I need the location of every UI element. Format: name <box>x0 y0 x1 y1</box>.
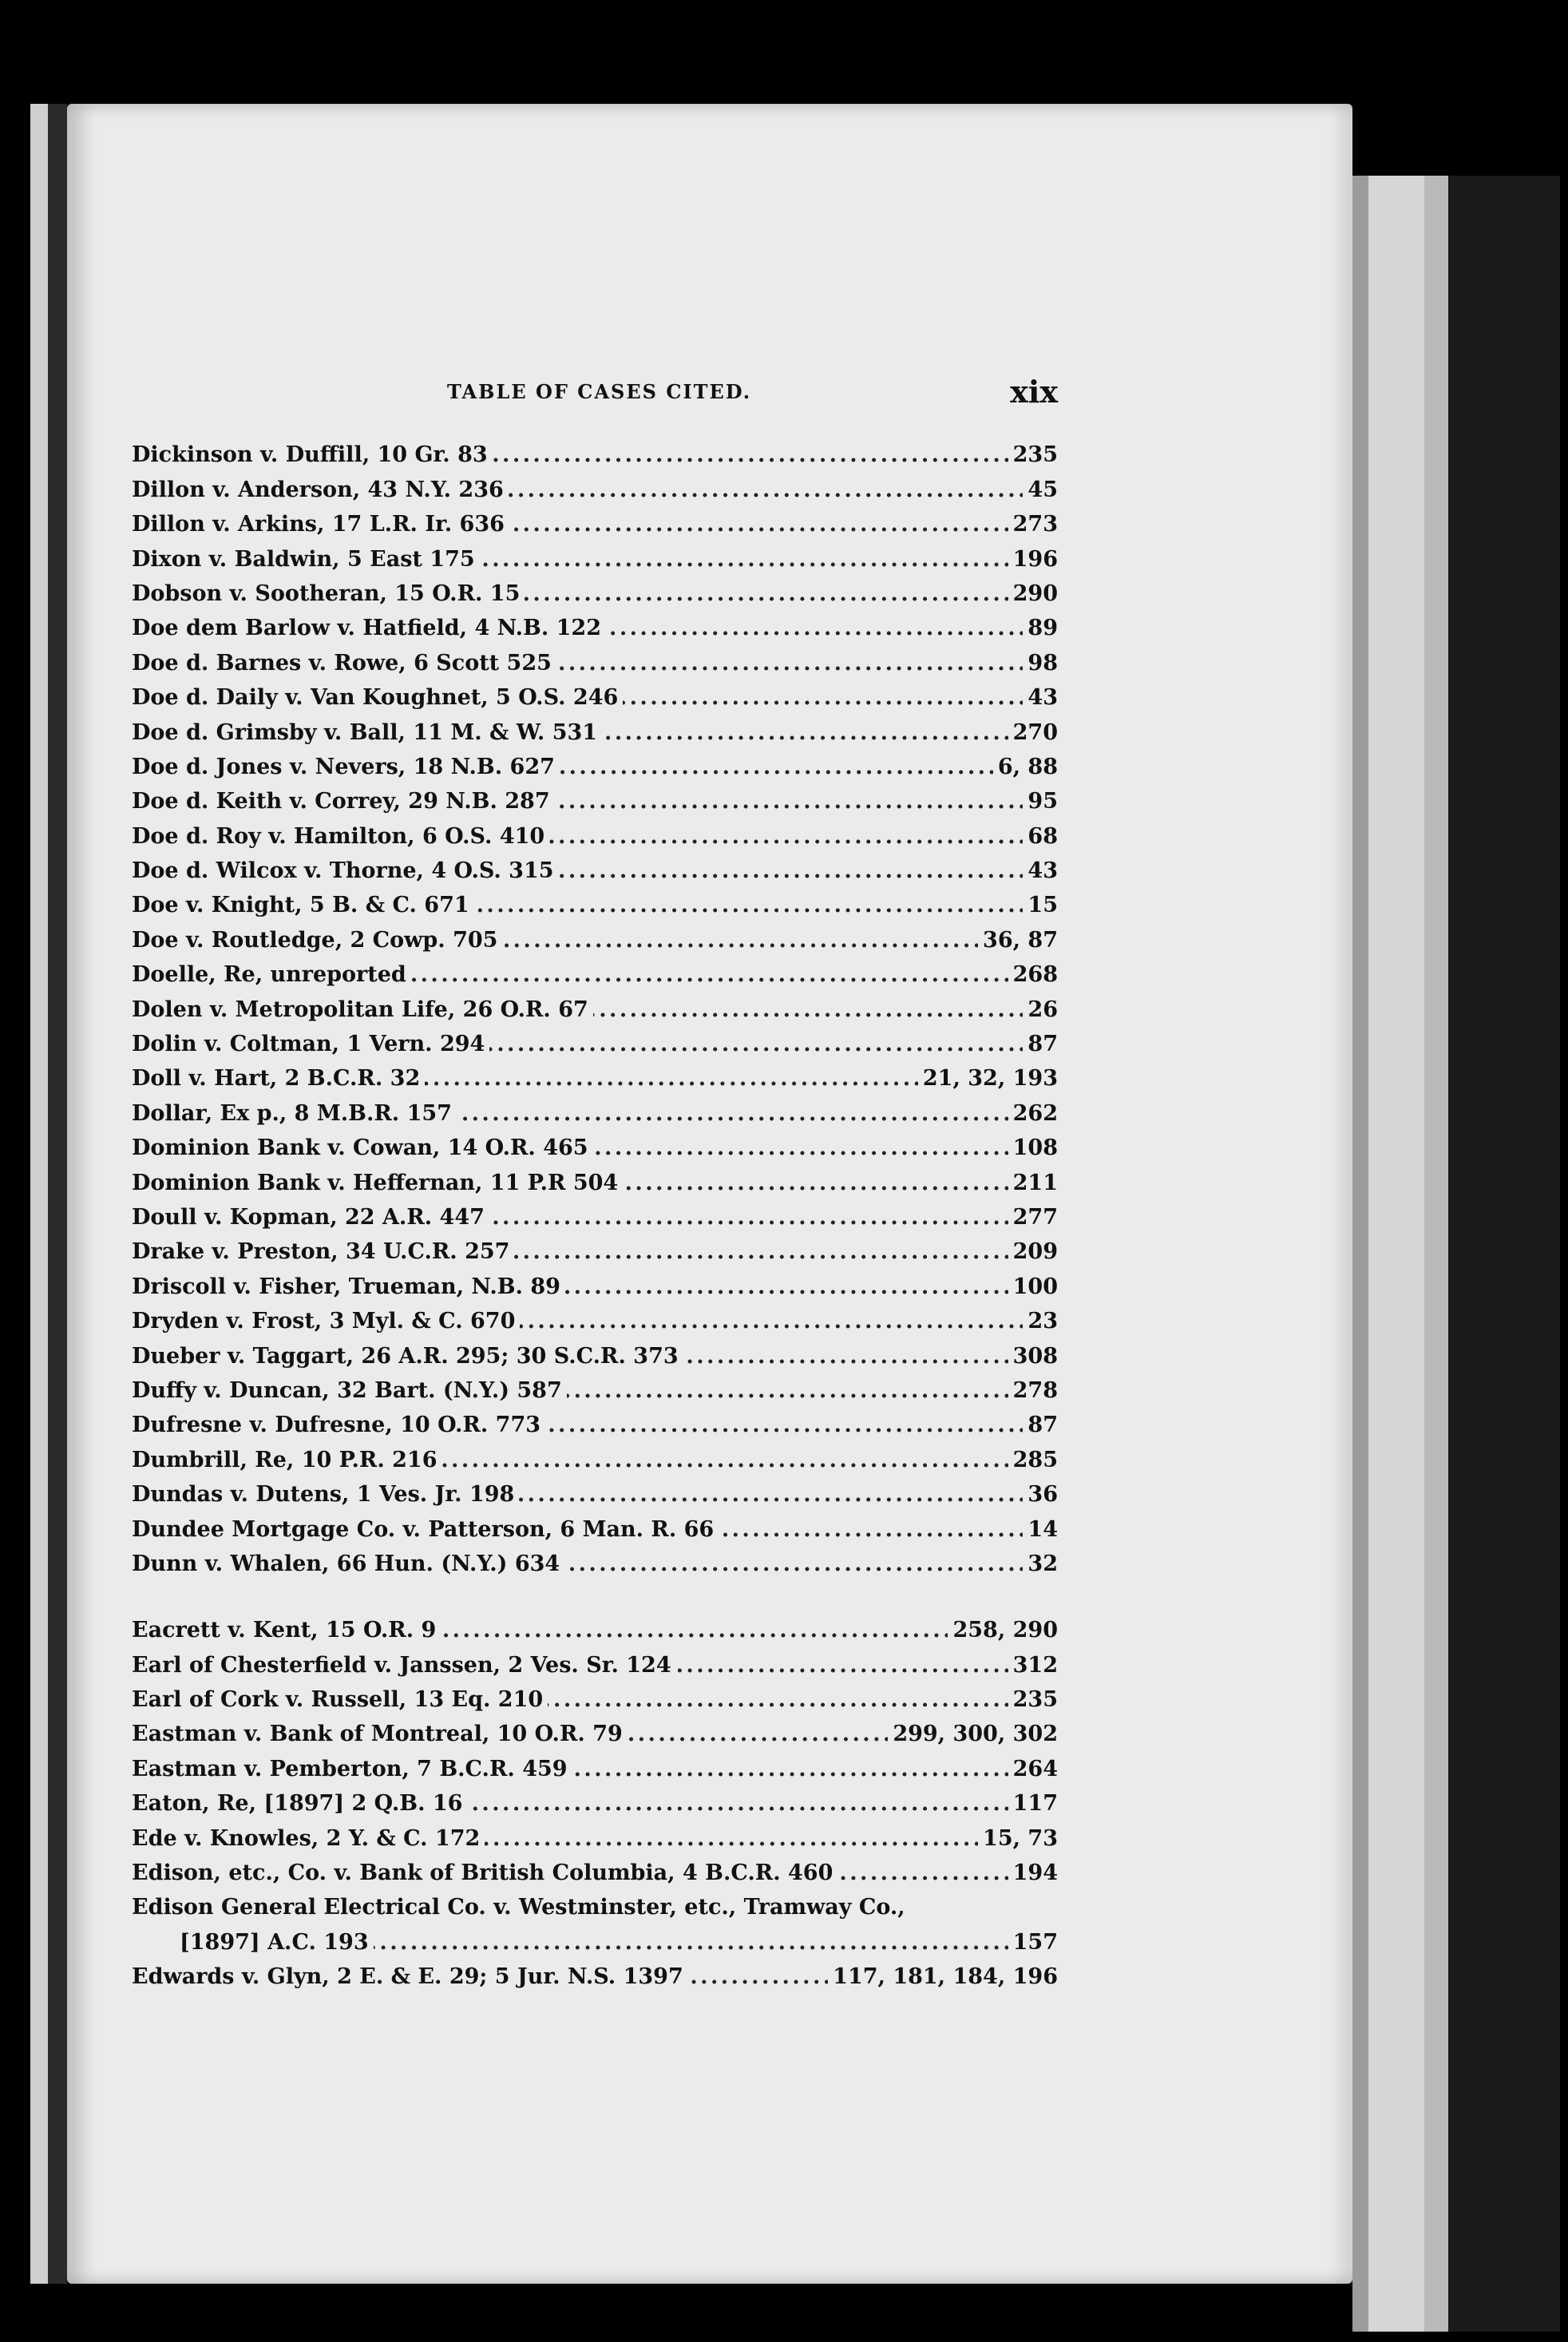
page-references: 43 <box>1028 858 1058 884</box>
page-references: 15, 73 <box>983 1825 1058 1851</box>
page-references: 14 <box>1028 1516 1058 1542</box>
case-citation: Dobson v. Sootheran, 15 O.R. 15 <box>132 581 521 606</box>
case-citation: Doe d. Wilcox v. Thorne, 4 O.S. 315 <box>132 858 554 884</box>
page-references: 87 <box>1028 1413 1058 1438</box>
case-entry <box>132 1751 1058 1785</box>
case-citation: Driscoll v. Fisher, Trueman, N.B. 89 <box>132 1274 560 1299</box>
case-citation: Doll v. Hart, 2 B.C.R. 32 <box>132 1066 421 1092</box>
case-entry <box>132 957 1058 992</box>
leader-dots <box>559 854 1024 888</box>
case-entry <box>132 1442 1058 1476</box>
case-citation: Dominion Bank v. Cowan, 14 O.R. 465 <box>132 1135 588 1161</box>
case-citation: Dundas v. Dutens, 1 Ves. Jr. 198 <box>132 1482 515 1508</box>
case-entry <box>132 784 1058 818</box>
page-references: 209 <box>1012 1239 1058 1265</box>
page-references: 278 <box>1012 1377 1058 1403</box>
case-entry <box>132 1717 1058 1751</box>
case-entry <box>132 1165 1058 1199</box>
leader-dots <box>480 542 1008 577</box>
case-list <box>132 438 1058 1994</box>
book-spine <box>0 104 67 2284</box>
case-entry <box>132 750 1058 784</box>
case-citation: Eaton, Re, [1897] 2 Q.B. 16 <box>132 1791 463 1817</box>
case-citation: Doe d. Jones v. Nevers, 18 N.B. 627 <box>132 754 555 779</box>
case-entry <box>132 1304 1058 1338</box>
case-section <box>132 438 1058 1581</box>
case-entry <box>132 1647 1058 1682</box>
case-citation: Doe d. Roy v. Hamilton, 6 O.S. 410 <box>132 823 545 849</box>
case-citation: Dillon v. Anderson, 43 N.Y. 236 <box>132 477 504 502</box>
case-entry <box>132 854 1058 888</box>
case-citation: Doe dem Barlow v. Hatfield, 4 N.B. 122 <box>132 616 601 641</box>
page-references: 285 <box>1012 1447 1058 1472</box>
case-citation: Dollar, Ex p., 8 M.B.R. 157 <box>132 1100 452 1126</box>
leader-dots <box>545 1408 1023 1442</box>
leader-dots <box>411 957 1008 992</box>
leader-dots <box>509 473 1024 507</box>
case-citation: Doelle, Re, unreported <box>132 962 406 988</box>
case-entry <box>132 1477 1058 1512</box>
case-citation: Dufresne v. Dufresne, 10 O.R. 773 <box>132 1413 541 1438</box>
case-citation: Eastman v. Bank of Montreal, 10 O.R. 79 <box>132 1722 623 1747</box>
case-entry <box>132 1027 1058 1061</box>
case-entry <box>132 1269 1058 1303</box>
page-references: 268 <box>1012 962 1058 988</box>
leader-dots <box>572 1752 1008 1786</box>
case-entry <box>132 1786 1058 1821</box>
leader-dots <box>489 1027 1023 1061</box>
page-references: 36 <box>1028 1482 1058 1508</box>
leader-dots <box>520 1304 1023 1338</box>
page-number: xix <box>1010 374 1058 410</box>
leader-dots <box>442 1443 1008 1477</box>
page-references: 117, 181, 184, 196 <box>833 1964 1058 1990</box>
case-citation: Doe d. Barnes v. Rowe, 6 Scott 525 <box>132 650 552 676</box>
case-citation: Ede v. Knowles, 2 Y. & C. 172 <box>132 1825 481 1851</box>
page-references: 273 <box>1012 512 1058 537</box>
case-citation: Earl of Cork v. Russell, 13 Eq. 210 <box>132 1687 544 1713</box>
case-section <box>132 1613 1058 1994</box>
page-references: 100 <box>1012 1274 1058 1299</box>
page-header <box>132 374 1058 414</box>
leader-dots <box>425 1061 918 1096</box>
case-entry <box>132 611 1058 645</box>
case-citation: Doull v. Kopman, 22 A.R. 447 <box>132 1204 485 1230</box>
leader-dots <box>474 888 1024 922</box>
page-references: 108 <box>1012 1135 1058 1161</box>
page-references: 95 <box>1028 789 1058 814</box>
case-entry <box>132 992 1058 1026</box>
leader-dots <box>676 1648 1008 1682</box>
leader-dots <box>565 1270 1008 1304</box>
leader-dots <box>564 1547 1023 1581</box>
leader-dots <box>374 1925 1008 1960</box>
case-entry <box>132 1682 1058 1717</box>
case-citation: Eastman v. Pemberton, 7 B.C.R. 459 <box>132 1756 568 1781</box>
case-entry <box>132 922 1058 957</box>
case-citation: Dryden v. Frost, 3 Myl. & C. 670 <box>132 1309 516 1334</box>
case-entry <box>132 1856 1058 1890</box>
case-citation: Dixon v. Baldwin, 5 East 175 <box>132 546 475 572</box>
leader-dots <box>623 680 1023 715</box>
page-references: 312 <box>1012 1652 1058 1678</box>
case-citation: Doe v. Routledge, 2 Cowp. 705 <box>132 927 498 953</box>
leader-dots <box>837 1856 1008 1890</box>
page-references: 258, 290 <box>952 1618 1058 1643</box>
case-citation: Dundee Mortgage Co. v. Patterson, 6 Man. R. 66 <box>132 1516 715 1542</box>
case-citation: Doe v. Knight, 5 B. & C. 671 <box>132 893 469 918</box>
leader-dots <box>457 1096 1008 1131</box>
case-entry <box>132 1373 1058 1408</box>
case-entry <box>132 715 1058 749</box>
leader-dots <box>593 1131 1008 1165</box>
page-references: 32 <box>1028 1551 1058 1576</box>
leader-dots <box>489 1200 1008 1234</box>
page-references: 290 <box>1012 581 1058 606</box>
leader-dots <box>493 438 1008 472</box>
leader-dots <box>602 715 1008 750</box>
case-citation: Edison General Electrical Co. v. Westminster, etc., Tramway Co., <box>132 1895 905 1920</box>
case-citation: Doe d. Grimsby v. Ball, 11 M. & W. 531 <box>132 719 598 745</box>
case-entry <box>132 1131 1058 1165</box>
leader-dots <box>441 1613 948 1647</box>
page-references: 43 <box>1028 685 1058 711</box>
leader-dots <box>560 750 993 784</box>
case-citation: Doe d. Daily v. Van Koughnet, 5 O.S. 246 <box>132 685 619 711</box>
leader-dots <box>555 784 1024 818</box>
case-entry <box>132 680 1058 715</box>
case-entry <box>132 438 1058 472</box>
leader-dots <box>525 577 1008 611</box>
page-references: 277 <box>1012 1204 1058 1230</box>
case-citation: Edwards v. Glyn, 2 E. & E. 29; 5 Jur. N.S. 1397 <box>132 1964 683 1990</box>
page-references: 308 <box>1012 1343 1058 1369</box>
case-entry <box>132 888 1058 922</box>
page-references: 262 <box>1012 1100 1058 1126</box>
page-references: 211 <box>1012 1170 1058 1195</box>
page-references: 196 <box>1012 546 1058 572</box>
leader-dots <box>688 1960 828 1994</box>
leader-dots <box>623 1166 1008 1200</box>
leader-dots <box>519 1477 1023 1512</box>
case-entry <box>132 1960 1058 1994</box>
case-entry <box>132 1547 1058 1581</box>
case-entry <box>132 507 1058 541</box>
leader-dots <box>502 923 978 957</box>
page-references: 235 <box>1012 442 1058 468</box>
case-entry <box>132 1821 1058 1855</box>
page-references: 87 <box>1028 1032 1058 1057</box>
case-citation: [1897] A.C. 193 <box>180 1929 369 1955</box>
case-citation: Dolin v. Coltman, 1 Vern. 294 <box>132 1032 485 1057</box>
page-references: 21, 32, 193 <box>922 1066 1058 1092</box>
case-citation: Duffy v. Duncan, 32 Bart. (N.Y.) 587 <box>132 1377 562 1403</box>
case-citation: Dolen v. Metropolitan Life, 26 O.R. 67 <box>132 997 588 1022</box>
leader-dots <box>467 1786 1008 1821</box>
page-references: 23 <box>1028 1309 1058 1334</box>
leader-dots <box>548 1682 1008 1717</box>
case-citation: Dumbrill, Re, 10 P.R. 216 <box>132 1447 438 1472</box>
leader-dots <box>606 611 1023 645</box>
case-entry <box>132 1061 1058 1096</box>
case-entry <box>132 472 1058 506</box>
page-references: 270 <box>1012 719 1058 745</box>
page-title: TABLE OF CASES CITED. <box>447 380 752 403</box>
page-references: 15 <box>1028 893 1058 918</box>
case-citation: Dillon v. Arkins, 17 L.R. Ir. 636 <box>132 512 505 537</box>
page-references: 299, 300, 302 <box>893 1722 1058 1747</box>
page-references: 235 <box>1012 1687 1058 1713</box>
page-references: 68 <box>1028 823 1058 849</box>
case-entry <box>132 1234 1058 1269</box>
leader-dots <box>549 819 1023 854</box>
case-entry <box>132 1338 1058 1373</box>
case-entry <box>132 541 1058 576</box>
page-references: 45 <box>1028 477 1058 502</box>
leader-dots <box>593 993 1024 1027</box>
case-entry <box>132 818 1058 853</box>
case-entry <box>132 645 1058 680</box>
case-citation: Doe d. Keith v. Correy, 29 N.B. 287 <box>132 789 550 814</box>
case-citation: Earl of Chesterfield v. Janssen, 2 Ves. Sr. 124 <box>132 1652 671 1678</box>
case-citation: Drake v. Preston, 34 U.C.R. 257 <box>132 1239 510 1265</box>
case-entry <box>132 1096 1058 1130</box>
case-citation: Dominion Bank v. Heffernan, 11 P.R 504 <box>132 1170 619 1195</box>
case-entry <box>132 1512 1058 1546</box>
case-citation: Dueber v. Taggart, 26 A.R. 295; 30 S.C.R. 373 <box>132 1343 679 1369</box>
page-references: 264 <box>1012 1756 1058 1781</box>
page-references: 6, 88 <box>997 754 1058 779</box>
leader-dots <box>509 507 1008 541</box>
leader-dots <box>628 1717 889 1751</box>
case-entry <box>132 1924 1058 1959</box>
case-entry <box>132 1200 1058 1234</box>
leader-dots <box>514 1234 1008 1269</box>
case-citation: Eacrett v. Kent, 15 O.R. 9 <box>132 1618 437 1643</box>
page-references: 89 <box>1028 616 1058 641</box>
page-references: 194 <box>1012 1861 1058 1886</box>
page-references: 26 <box>1028 997 1058 1022</box>
case-citation: Dickinson v. Duffill, 10 Gr. 83 <box>132 442 488 468</box>
page-edge <box>1352 176 1560 2332</box>
leader-dots <box>485 1821 978 1856</box>
leader-dots <box>719 1512 1023 1547</box>
page-references: 98 <box>1028 650 1058 676</box>
case-citation: Dunn v. Whalen, 66 Hun. (N.Y.) 634 <box>132 1551 560 1576</box>
case-entry <box>132 1890 1058 1924</box>
leader-dots <box>683 1339 1008 1373</box>
leader-dots <box>556 646 1024 680</box>
page-references: 157 <box>1012 1929 1058 1955</box>
case-citation: Edison, etc., Co. v. Bank of British Columbia, 4 B.C.R. 460 <box>132 1861 833 1886</box>
page-references: 117 <box>1012 1791 1058 1817</box>
case-entry <box>132 1613 1058 1647</box>
leader-dots <box>567 1373 1008 1408</box>
case-entry <box>132 577 1058 611</box>
case-entry <box>132 1408 1058 1442</box>
page-references: 36, 87 <box>983 927 1058 953</box>
